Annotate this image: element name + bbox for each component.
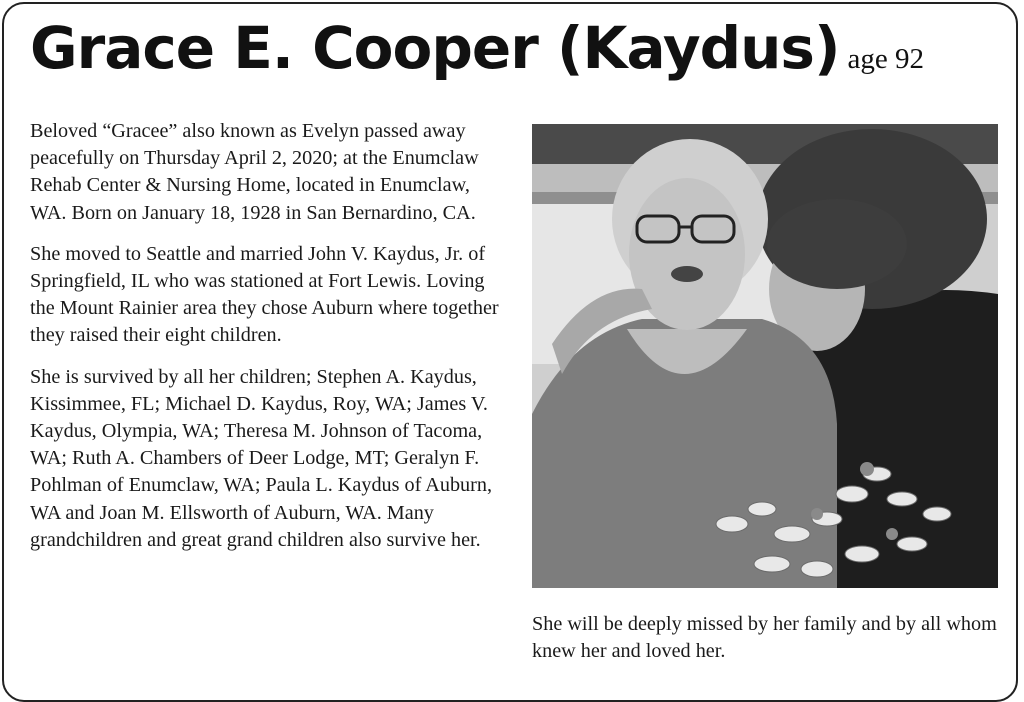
photo-image bbox=[532, 124, 998, 588]
deceased-name: Grace E. Cooper (Kaydus) bbox=[30, 14, 840, 82]
paragraph-survivors: She is survived by all her children; Stephen A. Kaydus, Kissimmee, FL; Michael D. Kaydus, Roy, WA; James V. Kaydus, Olympia, WA; Theresa M. Johnson of Tacoma, WA; Ruth A. Chambers of Deer Lodge, MT; Geralyn F. Pohlman of Enumclaw, WA; Paula L. Kaydus of Auburn, WA and Joan M. Ellsworth of Auburn, WA. Many grandchildren and great grand children also survive her. bbox=[30, 365, 493, 551]
portrait-photo bbox=[532, 124, 998, 588]
paragraph-life: She moved to Seattle and married John V. Kaydus, Jr. of Springfield, IL who was stationed at Fort Lewis. Loving the Mount Rainier area they chose Auburn where together they raised their eight children. bbox=[30, 242, 499, 347]
paragraph-passing: Beloved “Gracee” also known as Evelyn passed away peacefully on Thursday April 2, 2020; at the Enumclaw Rehab Center & Nursing Home, located in Enumclaw, WA. Born on January 18, 1928 in San Bernardino, CA. bbox=[30, 120, 479, 224]
closing-caption: She will be deeply missed by her family and by all whom knew her and loved her. bbox=[532, 613, 997, 662]
headline bbox=[30, 14, 924, 82]
age-label: age 92 bbox=[847, 43, 924, 75]
obituary-body bbox=[30, 118, 500, 568]
